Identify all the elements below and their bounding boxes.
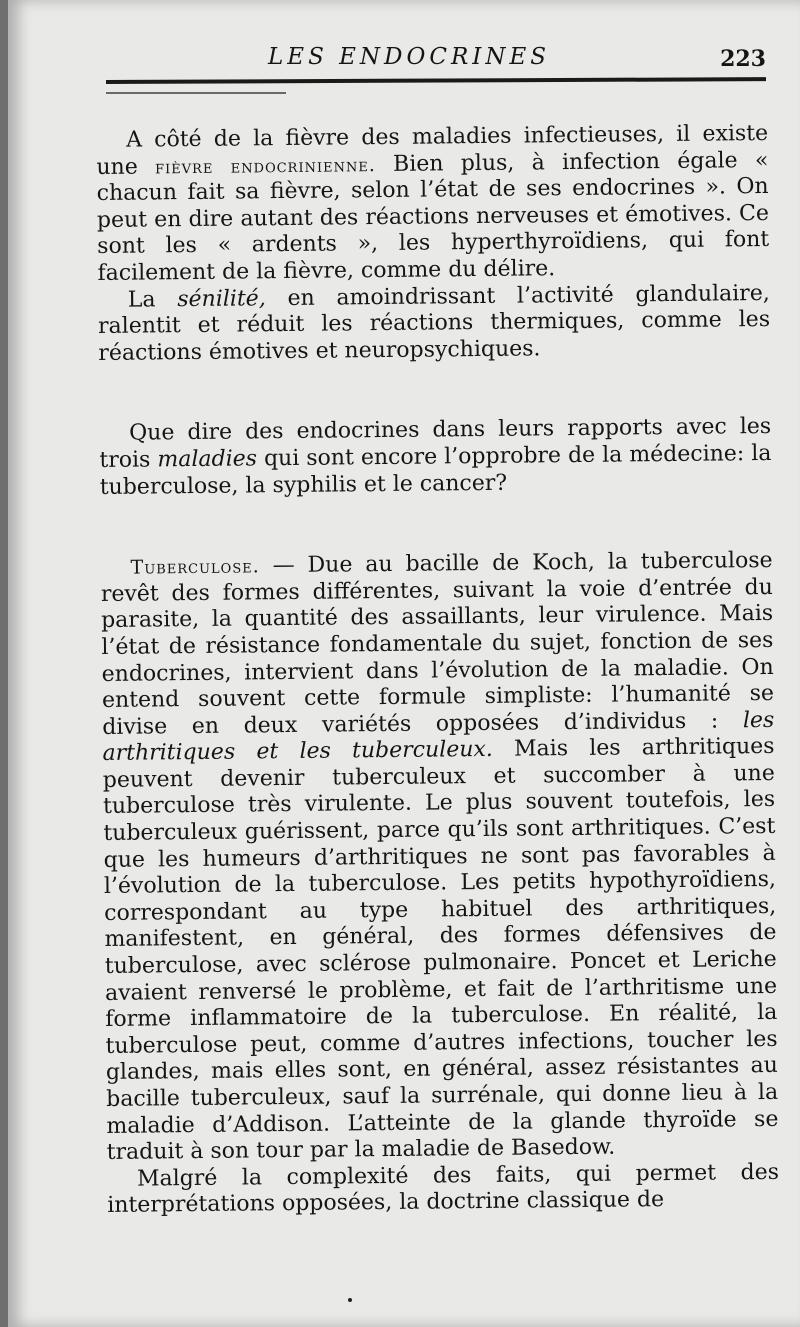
paragraph-complexity: Malgré la complexité des faits, qui permet des interprétations opposées, la doctrine classique de bbox=[107, 1159, 780, 1219]
header-rule-thin bbox=[106, 92, 286, 94]
paragraph-fever: A côté de la fièvre des maladies infectieuses, il existe une fièvre endocrinienne. Bien plus, à infection égale « chacun fait sa fièvre, selon l’état de ses endocrines ». On peut en dire autant des réactions nerveuses et émotives. Ce sont les « ardents », les hyperthyroïdiens, qui font facilement de la fièvre, comme du délire. bbox=[96, 120, 770, 286]
paragraph-senility: La sénilité, en amoindrissant l’activité glandulaire, ralentit et réduit les réactions thermiques, comme les réactions émotives et neuropsychiques. bbox=[97, 280, 771, 366]
italic-term: les arthritiques et les tuberculeux. bbox=[102, 707, 775, 767]
page-number: 223 bbox=[720, 46, 766, 72]
section-heading: Tuberculose. bbox=[130, 555, 260, 579]
body-text bbox=[96, 121, 779, 1220]
book-page bbox=[8, 0, 800, 1327]
small-caps-term: fièvre endocrinienne. bbox=[154, 153, 376, 178]
header-rule bbox=[106, 77, 766, 84]
paragraph-tuberculosis: Tuberculose. — Due au bacille de Koch, la tuberculose revêt des formes différentes, suivant la voie d’entrée du parasite, la quantité des assaillants, leur virulence. Mais l’état de résistance fondamentale du sujet, fonction de ses endocrines, intervient dans l’évolution de la maladie. On entend souvent cette formule simpliste: l’humanité se divise en deux variétés opposées d’individus : les arthritiques et les tuberculeux. Mais les arthritiques peuvent devenir tuberculeux et succomber à une tuberculose très virulente. Le plus souvent toutefois, les tuberculeux guérissent, parce qu’ils sont arthritiques. C’est que les humeurs d’arthritiques ne sont pas favorables à l’évolution de la tuberculose. Les petits hypothyroïdiens, correspondant au type habituel des arthritiques, manifestent, en général, des formes défensives de tuberculose, avec sclérose pulmonaire. Poncet et Leriche avaient renversé le problème, et fait de l’arthritisme une forme inflammatoire de la tuberculose. En réalité, la tuberculose peut, comme d’autres infections, toucher les glandes, mais elles sont, en général, assez résistantes au bacille tuberculeux, sauf la surrénale, qui donne lieu à la maladie d’Addison. L’atteinte de la glande thyroïde se traduit à son tour par la maladie de Basedow. bbox=[100, 548, 779, 1166]
italic-term: sénilité, bbox=[177, 285, 266, 312]
page-header bbox=[100, 42, 766, 78]
ink-dot bbox=[348, 1298, 352, 1302]
paragraph-three-diseases: Que dire des endocrines dans leurs rapports avec les trois maladies qui sont encore l’opprobre de la médecine: la tuberculose, la syphilis et le cancer? bbox=[99, 414, 772, 500]
italic-term: maladies bbox=[157, 446, 258, 473]
running-title: LES ENDOCRINES bbox=[268, 44, 551, 70]
